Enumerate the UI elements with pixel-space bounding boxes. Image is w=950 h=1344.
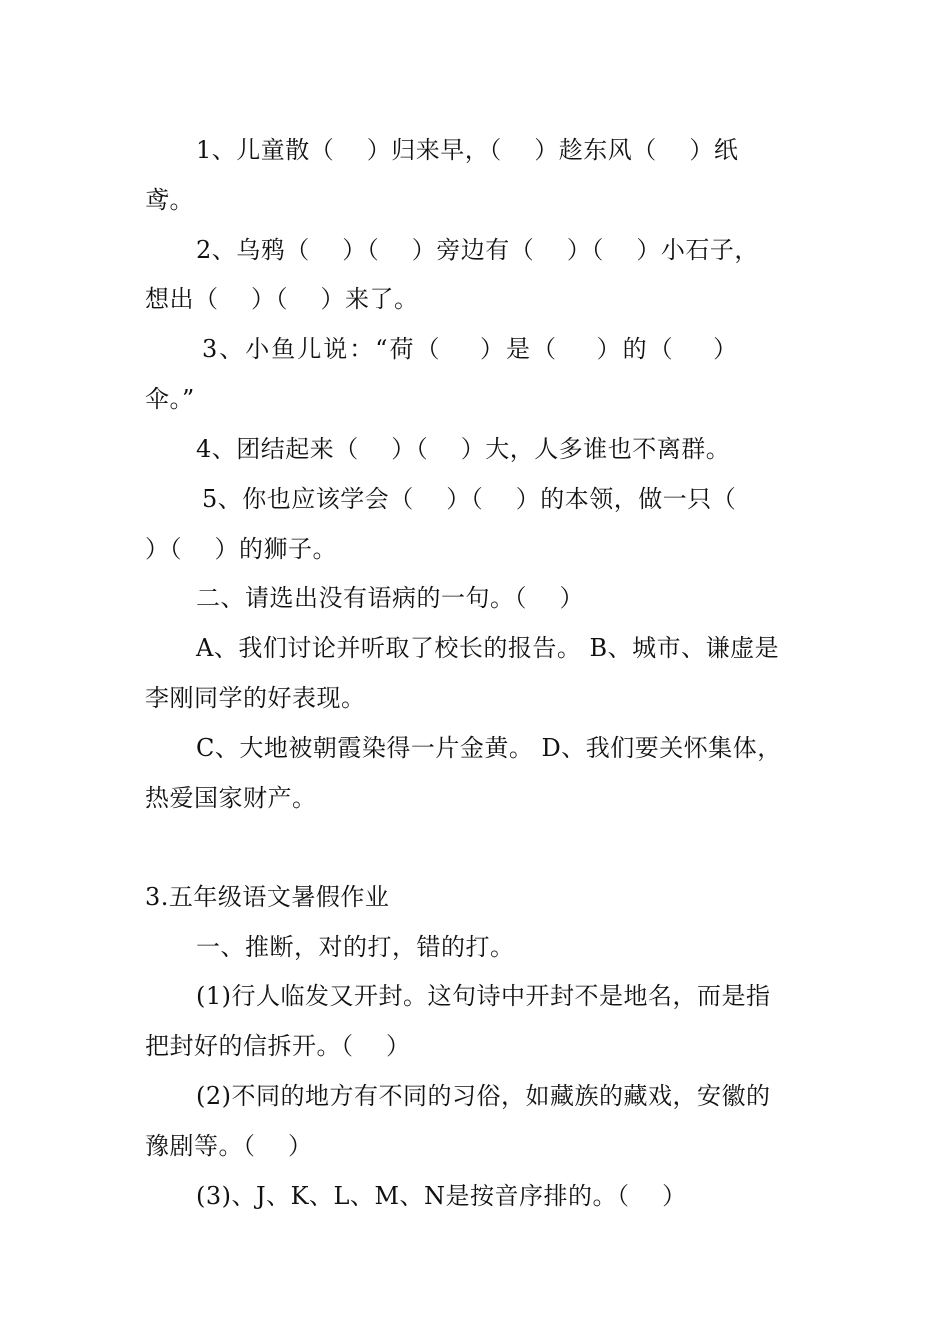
- option-a-b-line-1: A、我们讨论并听取了校长的报告。 B、城市、谦虚是: [196, 634, 780, 662]
- judgment-1-line-1: (1)行人临发又开封。这句诗中开封不是地名，而是指: [196, 982, 771, 1010]
- judgment-heading: 一、推断，对的打，错的打。: [196, 933, 515, 961]
- section-title: 3.五年级语文暑假作业: [145, 883, 390, 911]
- question-4-line: 4、团结起来（ ）（ ）大，人多谁也不离群。: [196, 435, 731, 463]
- question-3-line-2: 伞。”: [145, 385, 195, 413]
- question-5-line-2: ）（ ）的狮子。: [145, 535, 338, 563]
- option-a-b-line-2: 李刚同学的好表现。: [145, 684, 366, 712]
- poem-question-1-line-2: 鸢。: [145, 186, 194, 214]
- section-2-heading: 二、请选出没有语病的一句。（ ）: [196, 584, 585, 612]
- question-2-line-2: 想出（ ）（ ）来了。: [145, 285, 419, 313]
- question-2-line-1: 2、乌鸦（ ）（ ）旁边有（ ）（ ）小石子，: [196, 236, 759, 264]
- question-5-line-1: 5、你也应该学会（ ）（ ）的本领，做一只（: [202, 485, 737, 513]
- option-c-d-line-1: C、大地被朝霞染得一片金黄。 D、我们要关怀集体，: [196, 734, 782, 762]
- judgment-2-line-2: 豫剧等。（ ）: [145, 1132, 313, 1160]
- judgment-1-line-2: 把封好的信拆开。（ ）: [145, 1032, 411, 1060]
- judgment-2-line-1: (2)不同的地方有不同的习俗，如藏族的藏戏，安徽的: [196, 1082, 771, 1110]
- poem-question-1-line-1: 1、儿童散（ ）归来早，（ ）趁东风（ ）纸: [196, 136, 739, 164]
- option-c-d-line-2: 热爱国家财产。: [145, 784, 317, 812]
- judgment-3-line: (3)、J、K、L、M、N是按音序排的。（ ）: [196, 1182, 687, 1210]
- question-3-line-1: 3、小鱼儿说：“荷（ ）是（ ）的（ ）: [202, 335, 740, 363]
